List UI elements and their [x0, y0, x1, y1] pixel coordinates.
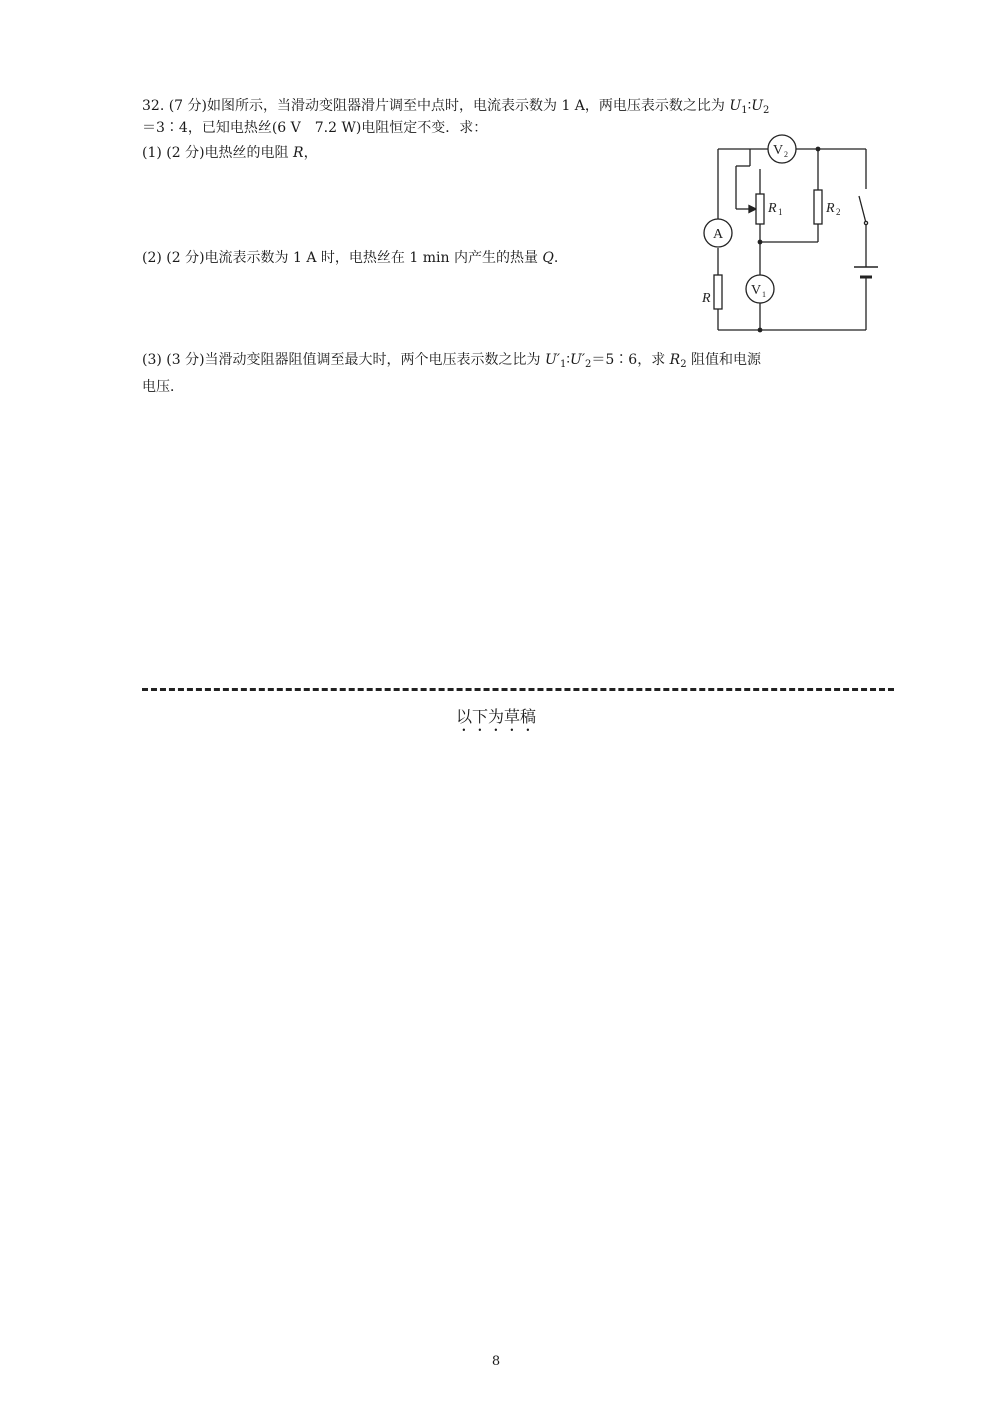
svg-text:2: 2	[784, 150, 788, 159]
svg-text:A: A	[712, 227, 724, 242]
u1-subscript: 1	[741, 105, 748, 116]
voltmeter-v2	[768, 135, 796, 163]
r2-symbol: R	[669, 352, 681, 368]
question-intro-text: 32. (7 分)如图所示，当滑动变阻器滑片调至中点时，电流表示数为 1 A，两电压表示数之比为	[142, 98, 730, 114]
draft-label-text: 以下为草稿	[455, 707, 536, 726]
part-2-variable: Q	[542, 250, 554, 266]
part-2	[142, 248, 558, 268]
ammeter-a	[704, 219, 732, 247]
resistor-r2	[814, 190, 822, 224]
part-1-suffix: ，	[303, 145, 318, 161]
heating-wire-r	[714, 275, 722, 309]
svg-text:1: 1	[762, 290, 766, 299]
part-3-tail-text: 阻值和电源	[686, 352, 762, 368]
u2-symbol: U	[751, 98, 764, 114]
page-number: 8	[491, 1354, 501, 1369]
part-2-suffix: .	[553, 250, 559, 266]
question-given-line: ＝3∶4，已知电热丝(6 V 7.2 W)电阻恒定不变．求：	[142, 120, 488, 136]
r1-label-subscript: 1	[778, 207, 783, 217]
svg-text:V: V	[750, 283, 762, 298]
switch-icon	[859, 196, 868, 225]
part-3-continuation: 电压．	[142, 379, 184, 395]
junction-dots	[758, 147, 821, 333]
u2-prime-subscript: 2	[585, 359, 592, 370]
ratio-colon: ∶	[566, 352, 571, 368]
rheostat-r1	[756, 194, 764, 224]
svg-text:V: V	[772, 143, 784, 158]
ratio-colon: ∶	[747, 98, 752, 114]
u1-prime-subscript: 1	[560, 359, 567, 370]
r1-label: R	[768, 201, 777, 216]
u2-subscript: 2	[763, 105, 770, 116]
part-1-text: (1) (2 分)电热丝的电阻	[142, 145, 294, 161]
circuit-diagram	[690, 132, 890, 337]
r2-label: R	[826, 201, 835, 216]
r2-label-subscript: 2	[836, 207, 841, 217]
part-3-text: (3) (3 分)当滑动变阻器阻值调至最大时，两个电压表示数之比为	[142, 352, 546, 368]
draft-label	[0, 704, 992, 735]
u2-prime-symbol: U′	[570, 352, 586, 368]
part-3	[142, 350, 761, 375]
part-1-variable: R	[293, 145, 304, 161]
u1-prime-symbol: U′	[545, 352, 560, 368]
u1-symbol: U	[729, 98, 742, 114]
part-2-text: (2) (2 分)电流表示数为 1 A 时，电热丝在 1 min 内产生的热量	[142, 250, 543, 266]
circuit-wires	[718, 149, 866, 330]
voltmeter-v1	[746, 275, 774, 303]
part-1	[142, 143, 318, 163]
draft-divider	[142, 688, 894, 691]
r-label: R	[702, 291, 711, 306]
r2-subscript: 2	[680, 359, 687, 370]
battery-icon	[854, 267, 878, 277]
part-3-ratio-text: ＝5∶6，求	[591, 352, 670, 368]
slider-arrow-icon	[749, 206, 756, 213]
